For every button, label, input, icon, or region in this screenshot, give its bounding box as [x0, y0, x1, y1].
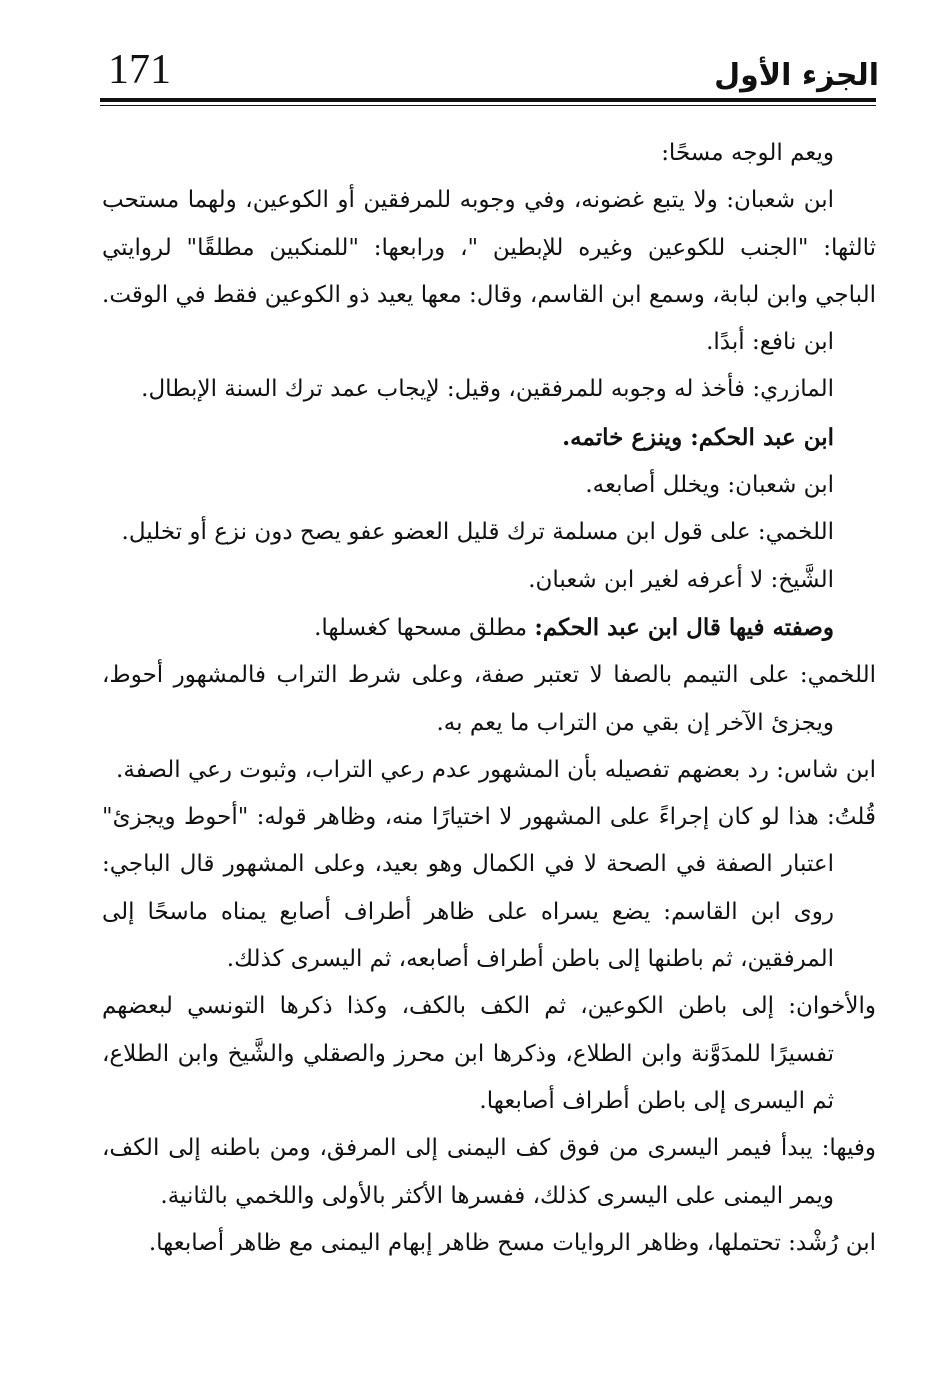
paragraph: [102, 414, 876, 462]
text-body: [102, 130, 876, 1267]
paragraph: وفيها: يبدأ فيمر اليسرى من فوق كف اليمنى إلى المرفق، ومن باطنه إلى الكف، ويمر اليمنى على اليسرى كذلك، ففسرها الأكثر بالأولى واللخمي بالثانية.: [102, 1135, 876, 1209]
paragraph: اللخمي: على التيمم بالصفا لا تعتبر صفة، وعلى شرط التراب فالمشهور أحوط، ويجزئ الآخر إن بقي من التراب ما يعم به.: [102, 662, 876, 736]
page-number: 171: [108, 47, 171, 93]
paragraph: ابن شعبان: ولا يتبع غضونه، وفي وجوبه للمرفقين أو الكوعين، ولهما مستحب ثالثها: "الجنب للكوعين وغيره للإبطين "، ورابعها: "للمنكبين مطلقًا" لروايتي الباجي وابن لبابة، وسمع ابن القاسم، وقال: معها يعيد ذو الكوعين فقط في الوقت.: [102, 187, 876, 308]
paragraph: ابن نافع: أبدًا.: [706, 329, 834, 356]
paragraph: [102, 604, 876, 652]
paragraph: اللخمي: على قول ابن مسلمة ترك قليل العضو عفو يصح دون نزع أو تخليل.: [121, 519, 834, 546]
paragraph-bold-lead: وصفته فيها قال ابن عبد الحكم:: [534, 613, 834, 641]
paragraph: والأخوان: إلى باطن الكوعين، ثم الكف بالكف، وكذا ذكرها التونسي لبعضهم تفسيرًا للمدَوَّنة وابن الطلاع، وذكرها ابن محرز والصقلي والشَّيخ وابن الطلاع، ثم اليسرى إلى باطن أطراف أصابعها.: [102, 993, 876, 1114]
paragraph: ابن رُشْد: تحتملها، وظاهر الروايات مسح ظاهر إبهام اليمنى مع ظاهر أصابعها.: [148, 1229, 876, 1256]
paragraph: قُلتُ: هذا لو كان إجراءً على المشهور لا اختيارًا منه، وظاهر قوله: "أحوط ويجزئ" اعتبار الصفة في الصحة لا في الكمال وهو بعيد، وعلى المشهور قال الباجي: روى ابن القاسم: يضع يسراه على ظاهر أطراف أصابع يمناه ماسحًا إلى المرفقين، ثم باطنها إلى باطن أطراف أصابعه، ثم اليسرى كذلك.: [102, 804, 876, 973]
header-rule-thick: [100, 98, 876, 102]
paragraph-text: مطلق مسحها كغسلها.: [314, 614, 535, 641]
paragraph: ابن شاس: رد بعضهم تفصيله بأن المشهور عدم رعي التراب، وثبوت رعي الصفة.: [116, 756, 876, 783]
running-title: الجزء الأول: [714, 58, 879, 93]
header-rule-thin: [100, 105, 876, 106]
paragraph-bold-lead: ابن عبد الحكم: وينزع خاتمه.: [562, 423, 834, 451]
paragraph: المازري: فأخذ له وجوبه للمرفقين، وقيل: لإيجاب عمد ترك السنة الإبطال.: [141, 376, 834, 403]
paragraph: الشَّيخ: لا أعرفه لغير ابن شعبان.: [528, 566, 834, 593]
paragraph: ابن شعبان: ويخلل أصابعه.: [585, 472, 834, 499]
paragraph: ويعم الوجه مسحًا:: [661, 140, 834, 166]
